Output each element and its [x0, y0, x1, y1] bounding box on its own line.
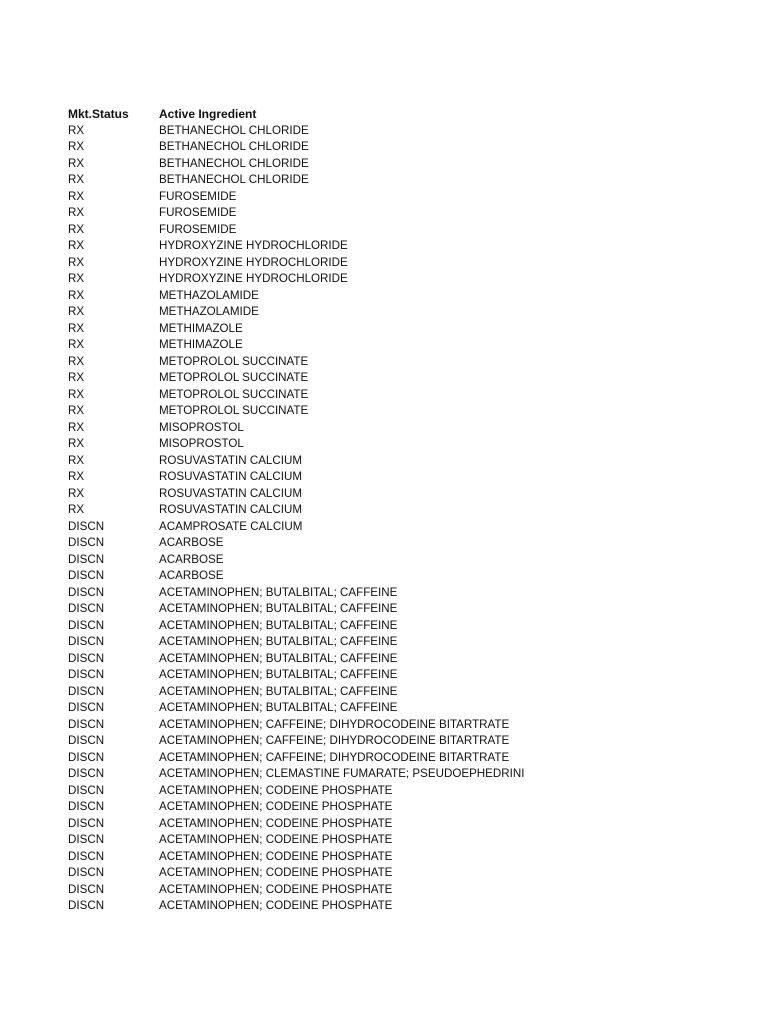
- table-row: [68, 568, 748, 585]
- cell-active-ingredient: ACETAMINOPHEN; BUTALBITAL; CAFFEINE: [159, 701, 398, 714]
- cell-active-ingredient: METHAZOLAMIDE: [159, 305, 259, 318]
- cell-mkt-status: RX: [68, 503, 85, 516]
- cell-active-ingredient: ACETAMINOPHEN; BUTALBITAL; CAFFEINE: [159, 635, 398, 648]
- table-row: [68, 420, 748, 437]
- cell-mkt-status: RX: [68, 222, 85, 236]
- cell-active-ingredient: METHIMAZOLE: [159, 338, 243, 351]
- cell-active-ingredient: METOPROLOL SUCCINATE: [159, 387, 309, 401]
- table-row: [68, 717, 748, 734]
- cell-mkt-status: DISCN: [68, 734, 105, 747]
- cell-mkt-status: DISCN: [68, 635, 105, 648]
- table-row: [68, 189, 748, 206]
- cell-mkt-status: DISCN: [68, 618, 105, 632]
- table-row: [68, 502, 748, 519]
- cell-active-ingredient: METOPROLOL SUCCINATE: [159, 404, 309, 417]
- cell-active-ingredient: ROSUVASTATIN CALCIUM: [159, 486, 303, 500]
- table-row: [68, 436, 748, 453]
- table-row: [68, 667, 748, 684]
- table-row: [68, 123, 748, 140]
- cell-active-ingredient: ACETAMINOPHEN; CAFFEINE; DIHYDROCODEINE BITARTRATE: [159, 717, 510, 731]
- table-row: [68, 271, 748, 288]
- table-body: [68, 123, 748, 915]
- cell-active-ingredient: METOPROLOL SUCCINATE: [159, 371, 309, 384]
- header-row: [68, 106, 748, 123]
- table-row: [68, 618, 748, 635]
- cell-mkt-status: DISCN: [68, 767, 105, 780]
- cell-mkt-status: RX: [68, 288, 85, 302]
- cell-mkt-status: DISCN: [68, 717, 105, 731]
- cell-active-ingredient: MISOPROSTOL: [159, 420, 244, 434]
- cell-mkt-status: RX: [68, 239, 85, 252]
- table-row: [68, 733, 748, 750]
- table-row: [68, 766, 748, 783]
- cell-active-ingredient: ACETAMINOPHEN; BUTALBITAL; CAFFEINE: [159, 602, 398, 615]
- cell-mkt-status: RX: [68, 123, 85, 137]
- cell-mkt-status: RX: [68, 321, 85, 335]
- cell-mkt-status: DISCN: [68, 866, 105, 879]
- cell-mkt-status: RX: [68, 156, 85, 170]
- cell-active-ingredient: ACETAMINOPHEN; CLEMASTINE FUMARATE; PSEUDOEPHEDRINI: [159, 767, 525, 780]
- header-active-ingredient: Active Ingredient: [159, 107, 257, 121]
- cell-mkt-status: DISCN: [68, 750, 105, 764]
- cell-active-ingredient: ACETAMINOPHEN; BUTALBITAL; CAFFEINE: [159, 668, 398, 681]
- cell-mkt-status: DISCN: [68, 800, 105, 813]
- cell-mkt-status: DISCN: [68, 816, 105, 830]
- cell-active-ingredient: ACETAMINOPHEN; BUTALBITAL; CAFFEINE: [159, 651, 398, 665]
- cell-active-ingredient: MISOPROSTOL: [159, 437, 244, 450]
- cell-active-ingredient: BETHANECHOL CHLORIDE: [159, 173, 309, 186]
- cell-active-ingredient: METHIMAZOLE: [159, 321, 243, 335]
- cell-active-ingredient: ACETAMINOPHEN; CAFFEINE; DIHYDROCODEINE BITARTRATE: [159, 750, 510, 764]
- table-row: [68, 519, 748, 536]
- cell-mkt-status: DISCN: [68, 701, 105, 714]
- table-row: [68, 238, 748, 255]
- cell-active-ingredient: BETHANECHOL CHLORIDE: [159, 123, 309, 137]
- cell-active-ingredient: ACETAMINOPHEN; CODEINE PHOSPHATE: [159, 849, 393, 863]
- cell-mkt-status: DISCN: [68, 651, 105, 665]
- table-row: [68, 849, 748, 866]
- cell-mkt-status: DISCN: [68, 585, 105, 599]
- table-row: [68, 403, 748, 420]
- cell-active-ingredient: ACETAMINOPHEN; BUTALBITAL; CAFFEINE: [159, 684, 398, 698]
- cell-mkt-status: DISCN: [68, 519, 105, 533]
- table-row: [68, 799, 748, 816]
- cell-mkt-status: DISCN: [68, 569, 105, 582]
- table-row: [68, 222, 748, 239]
- cell-mkt-status: DISCN: [68, 783, 105, 797]
- table-row: [68, 882, 748, 899]
- cell-active-ingredient: FUROSEMIDE: [159, 222, 237, 236]
- table-row: [68, 601, 748, 618]
- cell-mkt-status: RX: [68, 140, 85, 153]
- cell-mkt-status: RX: [68, 404, 85, 417]
- cell-mkt-status: RX: [68, 338, 85, 351]
- cell-active-ingredient: ACARBOSE: [159, 552, 224, 566]
- table-row: [68, 585, 748, 602]
- cell-mkt-status: RX: [68, 255, 85, 269]
- header-mkt-status: Mkt.Status: [68, 107, 129, 121]
- table-row: [68, 370, 748, 387]
- cell-active-ingredient: HYDROXYZINE HYDROCHLORIDE: [159, 255, 348, 269]
- cell-active-ingredient: ACETAMINOPHEN; BUTALBITAL; CAFFEINE: [159, 618, 398, 632]
- cell-active-ingredient: BETHANECHOL CHLORIDE: [159, 140, 309, 153]
- table-row: [68, 139, 748, 156]
- cell-active-ingredient: ACETAMINOPHEN; CAFFEINE; DIHYDROCODEINE BITARTRATE: [159, 734, 510, 747]
- cell-mkt-status: DISCN: [68, 684, 105, 698]
- cell-active-ingredient: ACETAMINOPHEN; CODEINE PHOSPHATE: [159, 816, 393, 830]
- table-row: [68, 634, 748, 651]
- table-row: [68, 486, 748, 503]
- cell-mkt-status: RX: [68, 354, 85, 368]
- cell-mkt-status: RX: [68, 305, 85, 318]
- table-row: [68, 205, 748, 222]
- table-row: [68, 453, 748, 470]
- cell-active-ingredient: ROSUVASTATIN CALCIUM: [159, 453, 303, 467]
- cell-mkt-status: DISCN: [68, 668, 105, 681]
- cell-mkt-status: RX: [68, 387, 85, 401]
- table-row: [68, 651, 748, 668]
- cell-mkt-status: RX: [68, 470, 85, 483]
- cell-mkt-status: DISCN: [68, 552, 105, 566]
- cell-active-ingredient: METOPROLOL SUCCINATE: [159, 354, 309, 368]
- cell-active-ingredient: ACARBOSE: [159, 536, 224, 549]
- table-row: [68, 832, 748, 849]
- table-row: [68, 684, 748, 701]
- cell-active-ingredient: HYDROXYZINE HYDROCHLORIDE: [159, 272, 348, 285]
- table-row: [68, 304, 748, 321]
- cell-mkt-status: RX: [68, 189, 85, 203]
- table-row: [68, 255, 748, 272]
- cell-mkt-status: RX: [68, 437, 85, 450]
- table-row: [68, 354, 748, 371]
- cell-mkt-status: RX: [68, 272, 85, 285]
- cell-active-ingredient: ACETAMINOPHEN; CODEINE PHOSPHATE: [159, 899, 393, 912]
- cell-mkt-status: RX: [68, 486, 85, 500]
- cell-active-ingredient: ROSUVASTATIN CALCIUM: [159, 503, 303, 516]
- cell-active-ingredient: ACAMPROSATE CALCIUM: [159, 519, 303, 533]
- cell-active-ingredient: FUROSEMIDE: [159, 189, 237, 203]
- cell-mkt-status: RX: [68, 420, 85, 434]
- cell-mkt-status: DISCN: [68, 882, 105, 896]
- cell-active-ingredient: ACETAMINOPHEN; CODEINE PHOSPHATE: [159, 783, 393, 797]
- table-row: [68, 552, 748, 569]
- cell-mkt-status: DISCN: [68, 899, 105, 912]
- table-row: [68, 865, 748, 882]
- cell-active-ingredient: ACETAMINOPHEN; BUTALBITAL; CAFFEINE: [159, 585, 398, 599]
- table-row: [68, 469, 748, 486]
- cell-mkt-status: DISCN: [68, 536, 105, 549]
- cell-active-ingredient: ACETAMINOPHEN; CODEINE PHOSPHATE: [159, 882, 393, 896]
- table-row: [68, 156, 748, 173]
- cell-mkt-status: RX: [68, 173, 85, 186]
- cell-mkt-status: RX: [68, 206, 85, 219]
- table-row: [68, 288, 748, 305]
- cell-active-ingredient: ACETAMINOPHEN; CODEINE PHOSPHATE: [159, 800, 393, 813]
- table-row: [68, 321, 748, 338]
- table-row: [68, 816, 748, 833]
- cell-active-ingredient: HYDROXYZINE HYDROCHLORIDE: [159, 239, 348, 252]
- cell-mkt-status: RX: [68, 371, 85, 384]
- cell-active-ingredient: BETHANECHOL CHLORIDE: [159, 156, 309, 170]
- table-row: [68, 535, 748, 552]
- cell-active-ingredient: ROSUVASTATIN CALCIUM: [159, 470, 303, 483]
- cell-mkt-status: DISCN: [68, 602, 105, 615]
- cell-active-ingredient: FUROSEMIDE: [159, 206, 237, 219]
- table-row: [68, 700, 748, 717]
- table-row: [68, 172, 748, 189]
- cell-mkt-status: DISCN: [68, 849, 105, 863]
- cell-active-ingredient: ACETAMINOPHEN; CODEINE PHOSPHATE: [159, 833, 393, 846]
- cell-mkt-status: RX: [68, 453, 85, 467]
- cell-mkt-status: DISCN: [68, 833, 105, 846]
- table-row: [68, 898, 748, 915]
- cell-active-ingredient: ACARBOSE: [159, 569, 224, 582]
- table-row: [68, 337, 748, 354]
- table-row: [68, 387, 748, 404]
- table-row: [68, 783, 748, 800]
- cell-active-ingredient: ACETAMINOPHEN; CODEINE PHOSPHATE: [159, 866, 393, 879]
- cell-active-ingredient: METHAZOLAMIDE: [159, 288, 259, 302]
- spreadsheet-table: [68, 106, 748, 915]
- table-row: [68, 750, 748, 767]
